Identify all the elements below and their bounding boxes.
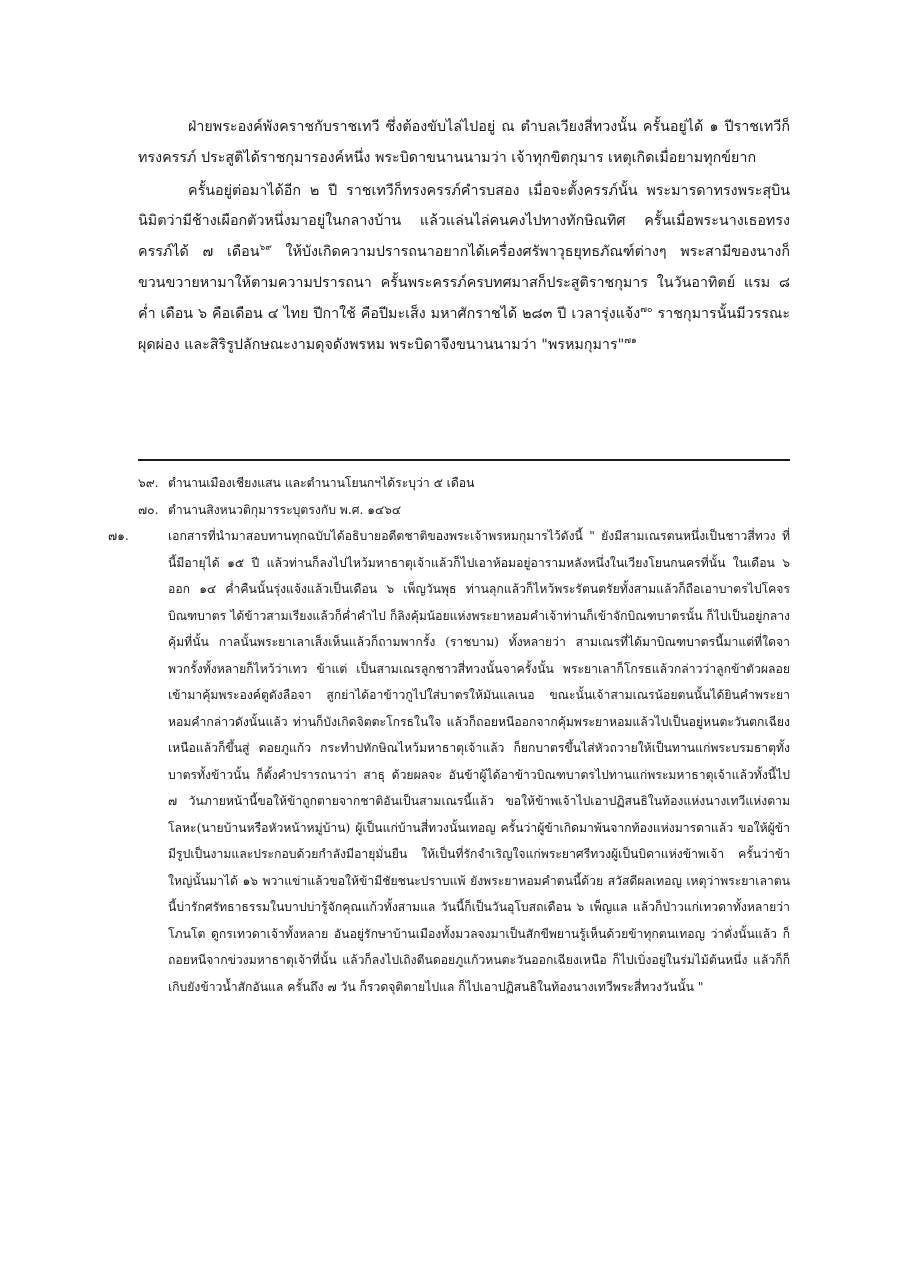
footnote-number: ๗๐.: [138, 502, 159, 517]
footnote-text: ตำนานสิงหนวติกุมารระบุตรงกับ พ.ศ. ๑๔๖๔: [168, 502, 402, 517]
footnote-number: ๗๑.: [108, 529, 129, 543]
paragraph-2-text: ครั้นอยู่ต่อมาได้อีก ๒ ปี ราชเทวีก็ทรงครรภ์คำรบสอง เมื่อจะตั้งครรภ์นั้น พระมารดาทรงพระสุบินนิมิตว่ามีช้างเผือกตัวหนึ่งมาอยู่ในกลางบ้าน แล้วแล่นไล่คนคงไปทางทักษิณทิศ ครั้นเมื่อพระนางเธอทรงครรภ์ได้ ๗ เดือน: [138, 182, 790, 261]
footnote-text: ตำนานเมืองเชียงแสน และตำนานโยนกฯได้ระบุว่า ๕ เดือน: [168, 476, 475, 490]
footnote-number: ๖๙.: [138, 476, 159, 490]
footnote-ref-71: ๗๑: [624, 335, 637, 346]
paragraph-2-text-tail: ราชกุมารนั้นมีวรรณะผุดผ่อง และสิริรูปลักษณะงามดุจดังพรหม พระบิดาจึงขนานนามว่า "พรหมกุมาร": [138, 305, 790, 353]
footnote-text: เอกสารที่นำมาสอบทานทุกฉบับได้อธิบายอดีตชาติของพระเจ้าพรหมกุมารไว้ดังนี้ " ยังมีสามเณรตนหนึ่งเป็นชาวสี่ทวง ที่นี้มีอายุได้ ๑๕ ปี แล้วท่านก็ลงไปไหว้มหาธาตุเจ้าแล้วก็ไปเอาห้อมอยู่อารามหลังหนึ่งในเวียงโยนกนครที่นั้น ในเดือน ๖ ออก ๑๔ ค่ำคืนนั้นรุ่งแจ้งแล้วเป็นเดือน ๖ เพ็ญวันพุธ ท่านลุกแล้วก็ไหว้พระรัตนตรัยทั้งสามแล้วก็ถือเอาบาตรไปโคจรบิณฑบาตร ได้ข้าวสามเรียงแล้วก็ค่ำคำไป ก็ลิงคุ้มน้อยแห่งพระยาหอมคำเจ้าท่านก็เข้าจักบิณฑบาตรนั้น ก็ไปเป็นอยู่กลางคุ้มที่นั้น กาลนั้นพระยาเลาเส็งเห็นแล้วก็ถามพากรั้ง (ราชบาม) ทั้งหลายว่า สามเณรที่ได้มาบิณฑบาตรนี้มาแต่ที่ใดจา พวกรั้งทั้งหลายก็ไหว้ว่าเทว ข้าแต่ เป็นสามเณรลูกชาวสี่ทวงนั้นจาครั้งนั้น พระยาเลาก็โกรธแล้วกล่าวว่าลูกข้าตัวผลอยเข้ามาคุ้มพระองค์ตูดังลือจา สูกย่าได้อาข้าวกูไปใส่บาตรให้มันแลเนอ ขณะนั้นเจ้าสามเณรน้อยตนนั้นได้ยินคำพระยาหอมคำกล่าวดังนั้นแล้ว ท่านก็บังเกิดจิตตะโกรธในใจ แล้วก็ถอยหนีออกจากคุ้มพระยาหอมแล้วไปเป็นอยู่หนตะวันตกเฉียงเหนือแล้วก็ขึ้นสู่ ดอยภูแก้ว กระทำปทักษิณไหว้มหาธาตุเจ้าแล้ว ก็ยกบาตรขึ้นไส่หัวถวายให้เป็นทานแก่พระบรมธาตุทั้งบาตรทั้งข้าวนั้น ก็ตั้งคำปรารถนาว่า สาธุ ด้วยผลจะ อันข้าผู้ได้อาข้าวบิณฑบาตรไปทานแก่พระมหาธาตุเจ้าแล้วทั้งนี้ไป ๗ วันภายหน้านี้ขอให้ข้าถูกตายจากชาติอันเป็นสามเณรนี้แล้ว ขอให้ข้าพเจ้าไปเอาปฏิสนธิในท้องแห่งนางเทวีแห่งตามโลหะ(นายบ้านหรือหัวหน้าหมู่บ้าน) ผู้เป็นแก่บ้านสี่ทวงนั้นเทอญ ครั้นว่าผู้ข้าเกิดมาพ้นจากท้องแห่งมารดาแล้ว ขอให้ผู้ข้ามีรูปเป็นงามและประกอบด้วยกำลังมีอายุมั่นยืน ให้เป็นที่รักจำเริญใจแก่พระยาศรีทวงผู้เป็นบิดาแห่งข้าพเจ้า ครั้นว่าข้าใหญ่นั้นมาได้ ๑๖ พวาแข่าแล้วขอให้ข้ามีชัยชนะปราบแพ้ ยังพระยาหอมคำตนนี้ด้วย สวัสดีผลเทอญ เหตุว่าพระยาเลาตนนี้บ่ารักศรัทธาธรรมในบาปบ่ารู้จักคุณแก้วทั้งสามแล วันนี้ก็เป็นวันอุโบสถเดือน ๖ เพ็ญแล แล้วก็ป่าวแก่เทวดาทั้งหลายว่า โภนโต ดูกรเทวดาเจ้าทั้งหลาย อันอยู่รักษาบ้านเมืองทั้งมวลจงมาเป็นสักขีพยานรู้เห็นด้วยข้าทุกตนเทอญ ว่าดั่งนั้นแล้ว ก็ถอยหนีจากข่วงมหาธาตุเจ้าที่นั้น แล้วก็ลงไปเถิงตีนดอยภูแก้วหนตะวันออกเฉียงเหนือ ก็ไปเบิ่งอยู่ในร่มไม้ต้นหนึ่ง แล้วก็ก็เกิบยังข้าวน้ำสักอันแล ครั้นถึง ๗ วัน ก็รวดจุติตายไปแล ก็ไปเอาปฏิสนธิในท้องนางเทวีพระสี่ทวงวันนั้น ": [168, 529, 790, 994]
paragraph-1: ฝ่ายพระองค์พังคราชกับราชเทวี ซึ่งต้องขับไล่ไปอยู่ ณ ตำบลเวียงสี่ทวงนั้น ครั้นอยู่ได้ ๑ ปีราชเทวีก็ทรงครรภ์ ประสูติได้ราชกุมารองค์หนึ่ง พระบิดาขนานนามว่า เจ้าทุกขิตกุมาร เหตุเกิดเมื่อยามทุกข์ยาก: [138, 119, 790, 166]
paragraph-2: [138, 176, 790, 361]
footnote-70: [138, 497, 790, 524]
footnote-ref-70: ๗๐: [640, 305, 653, 316]
footnote-separator: [138, 459, 790, 461]
footnotes: [108, 470, 790, 1000]
paragraph-2-text-mid: ให้บังเกิดความปรารถนาอยากได้เครื่องศรัพาวุธยุทธภัณฑ์ต่างๆ พระสามีของนางก็ขวนขวายหามาให้ตามความปรารถนา ครั้นพระครรภ์ครบทศมาสก็ประสูติราชกุมาร ในวันอาทิตย์ แรม ๘ ค่ำ เดือน ๖ คือเดือน ๔ ไทย ปีกาใช้ คือปีมะเส็ง มหาศักราชได้ ๒๘๓ ปี เวลารุ่งแจ้ง: [138, 244, 790, 322]
footnote-69: [138, 470, 790, 497]
footnote-71: [108, 523, 790, 1000]
footnote-ref-69: ๖๙: [259, 243, 272, 254]
main-text: [138, 112, 790, 362]
